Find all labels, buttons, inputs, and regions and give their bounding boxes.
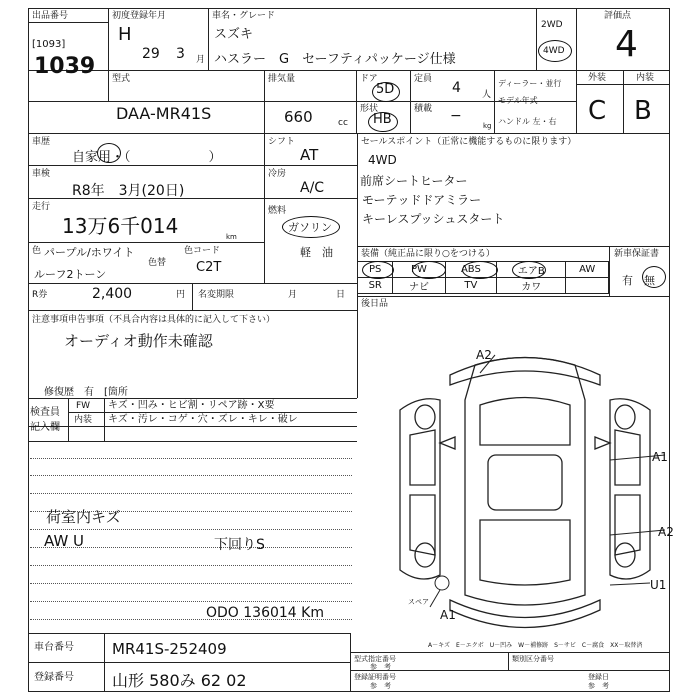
reg-cert-label: 登録証明番号	[354, 673, 396, 681]
option-abs: ABS	[445, 262, 497, 278]
color-code-value: C2T	[196, 260, 222, 275]
inspector-note-1: 荷室内キズ	[46, 508, 121, 526]
kg-unit: kg	[483, 122, 492, 130]
interior-label: 内装	[636, 73, 655, 83]
type-label: 型式	[112, 74, 131, 84]
divider	[264, 133, 265, 283]
divider	[609, 246, 610, 296]
notes-value: オーディオ動作未確認	[64, 332, 213, 350]
ref-2: 参 考	[370, 682, 391, 690]
divider	[28, 310, 357, 311]
divider	[28, 426, 357, 427]
model-grade: ハスラー G セーフティパッケージ仕様	[214, 52, 456, 67]
divider	[28, 22, 108, 23]
color-code-label: 色コード	[184, 246, 221, 256]
divider	[357, 296, 670, 297]
after-label: 後日品	[361, 299, 389, 309]
interior-items: キズ・汚レ・コゲ・穴・ズレ・キレ・破レ	[108, 414, 298, 425]
divider	[28, 662, 350, 663]
fw-items: キズ・凹み・ヒビ割・リペア跡・X要	[108, 400, 275, 411]
capacity-label: 定員	[414, 74, 433, 84]
mileage-value: 13万6千014	[62, 214, 179, 238]
first-reg-era: H	[118, 24, 132, 45]
fuel-options: ガソリン	[288, 221, 332, 234]
interior-row-label: 内装	[74, 415, 93, 425]
fuel-label: 燃料	[268, 206, 287, 216]
aircon-label: 冷房	[268, 169, 287, 179]
divider	[356, 70, 357, 133]
divider	[576, 84, 670, 85]
odometer: ODO 136014 Km	[206, 605, 324, 621]
damage-label-a1-bottom: A1	[440, 608, 456, 622]
ruled-line	[30, 529, 352, 530]
fuel-options2: 軽 油	[300, 246, 333, 259]
designation-label: 型式指定番号	[354, 655, 396, 663]
color-label: 色	[32, 246, 42, 256]
sales-label: セールスポイント（正常に機能するものに限ります）	[361, 137, 577, 147]
divider	[350, 633, 351, 692]
sales-point-1: 4WD	[368, 153, 397, 167]
sales-point-4: キーレスプッシュスタート	[362, 212, 505, 226]
model-year-label: モデル年式	[498, 96, 538, 105]
month-unit-2: 月	[288, 290, 298, 300]
exterior-grade: C	[588, 96, 607, 126]
cc-unit: cc	[338, 118, 348, 128]
yen-unit: 円	[176, 290, 186, 300]
color-sub: ルーフ2トーン	[34, 268, 107, 281]
ps-circle	[362, 261, 394, 279]
color-change-label: 色替	[148, 258, 167, 268]
car-damage-diagram	[380, 345, 670, 630]
first-reg-label: 初度登録年月	[112, 11, 167, 21]
damage-label-u1: U1	[650, 578, 667, 592]
notes-label: 注意事項申告事項（不具合内容は具体的に記入して下さい）	[32, 315, 276, 325]
divider	[28, 165, 357, 166]
spare-label: スペア	[408, 598, 429, 606]
warranty-circle	[642, 266, 666, 288]
inspector-note-3: 下回りS	[214, 537, 265, 553]
handle-label: ハンドル 左・右	[498, 117, 557, 126]
doors-label: ドア	[360, 74, 378, 84]
mileage-label: 走行	[32, 202, 51, 212]
sales-point-3: モーテッドドアミラー	[362, 193, 482, 207]
inspection-label: 車検	[32, 169, 51, 179]
divider	[28, 441, 357, 442]
option-sr: SR	[358, 278, 393, 294]
private-use-circle	[97, 143, 121, 163]
option-leather: カワ	[497, 278, 566, 294]
maker-label: 車名・グレード	[212, 11, 276, 21]
option-navi: ナビ	[393, 278, 445, 294]
lot-sub: [1093]	[32, 39, 66, 50]
drive-2wd: 2WD	[541, 20, 563, 30]
ruled-line	[30, 458, 352, 459]
capacity-value: 4	[452, 80, 461, 96]
day-unit: 日	[336, 290, 346, 300]
ref-1: 参 考	[370, 663, 391, 671]
divider	[28, 133, 670, 134]
score-label: 評価点	[604, 11, 632, 21]
warranty-label: 新車保証書	[614, 249, 660, 259]
damage-label-a2-right: A2	[658, 525, 674, 539]
load-value: −	[450, 108, 462, 124]
maker: スズキ	[214, 27, 254, 42]
options-label: 装備（純正品に限り○をつける）	[361, 249, 495, 259]
lot-label: 出品番号	[32, 11, 69, 21]
divider	[68, 398, 69, 441]
divider	[28, 70, 670, 71]
color-value: パープル/ホワイト	[44, 246, 135, 259]
dealer-label: ディーラー・並行	[498, 79, 562, 88]
divider	[508, 652, 509, 670]
plate-value: 山形 580み 62 02	[112, 671, 247, 690]
inspector-label-1: 検査員	[30, 407, 60, 418]
option-tv: TV	[445, 278, 497, 294]
km-unit: km	[226, 233, 237, 241]
recycle-label: R券	[32, 290, 48, 300]
divider	[192, 283, 193, 310]
doors-value: 5D	[376, 82, 395, 97]
divider	[108, 8, 109, 101]
divider	[357, 246, 670, 247]
recycle-value: 2,400	[92, 286, 133, 302]
damage-label-a1-right: A1	[652, 450, 668, 464]
ruled-line	[30, 565, 352, 566]
divider	[208, 8, 209, 70]
ref-3: 参 考	[588, 682, 609, 690]
chassis-value: MR41S-252409	[112, 640, 227, 658]
divider	[104, 398, 105, 441]
repair-label: 修復歴 有 [箇所	[44, 387, 128, 398]
history-label: 車歴	[32, 137, 51, 147]
abs-circle	[462, 261, 498, 279]
reg-date-label: 登録日	[588, 673, 609, 681]
divider	[264, 70, 265, 133]
aircon-value: A/C	[300, 180, 325, 196]
chassis-label: 車台番号	[34, 642, 74, 653]
displacement-value: 660	[284, 108, 313, 126]
divider	[410, 70, 411, 133]
divider	[28, 633, 350, 634]
option-aw: AW	[566, 262, 609, 278]
lot-number: 1039	[34, 54, 96, 79]
airbag-circle	[512, 261, 546, 279]
inspector-label-2: 記入欄	[30, 422, 60, 433]
divider	[623, 70, 624, 133]
month-unit: 月	[196, 55, 206, 65]
pw-circle	[412, 261, 446, 279]
shape-label: 形状	[360, 104, 379, 114]
shift-label: シフト	[268, 137, 296, 147]
ruled-line	[30, 493, 352, 494]
divider	[536, 8, 537, 70]
warranty-value: 有 無	[622, 274, 655, 287]
option-airbag: エアB	[497, 262, 566, 278]
score: 4	[615, 24, 638, 65]
divider	[350, 652, 670, 653]
ruled-line	[30, 583, 352, 584]
first-reg-year: 29	[142, 46, 160, 62]
capacity-unit: 人	[482, 90, 492, 100]
exterior-label: 外装	[588, 73, 607, 83]
shape-value: HB	[373, 112, 392, 127]
title-deadline-label: 名変期限	[198, 290, 235, 300]
load-label: 積載	[414, 104, 433, 114]
option-pw: PW	[393, 262, 445, 278]
option-ps: PS	[358, 262, 393, 278]
plate-label: 登録番号	[34, 672, 74, 683]
shift-value: AT	[300, 146, 319, 164]
drive-4wd: 4WD	[543, 46, 565, 56]
divider	[68, 412, 357, 413]
inspection-value: R8年 3月(20日)	[72, 183, 185, 199]
sales-point-2: 前席シートヒーター	[360, 174, 468, 188]
divider	[494, 70, 495, 133]
history-options: 自家用・（ ）	[72, 150, 222, 165]
interior-grade: B	[634, 96, 652, 126]
ruled-line	[30, 601, 352, 602]
divider	[28, 398, 357, 399]
first-reg-month: 3	[176, 46, 185, 62]
ruled-line	[30, 475, 352, 476]
class-label: 類別区分番号	[512, 655, 554, 663]
fw-label: FW	[76, 401, 91, 411]
option-empty	[566, 278, 609, 294]
inspector-note-2: AW U	[44, 532, 85, 550]
damage-legend: A－キズ E－エクボ U－凹み W－補修跡 S－サビ C－腐食 XX－取替済	[428, 642, 643, 649]
type-value: DAA-MR41S	[116, 104, 212, 123]
divider	[350, 670, 670, 671]
damage-label-a2-top: A2	[476, 348, 492, 362]
displacement-label: 排気量	[268, 74, 296, 84]
divider	[28, 242, 264, 243]
